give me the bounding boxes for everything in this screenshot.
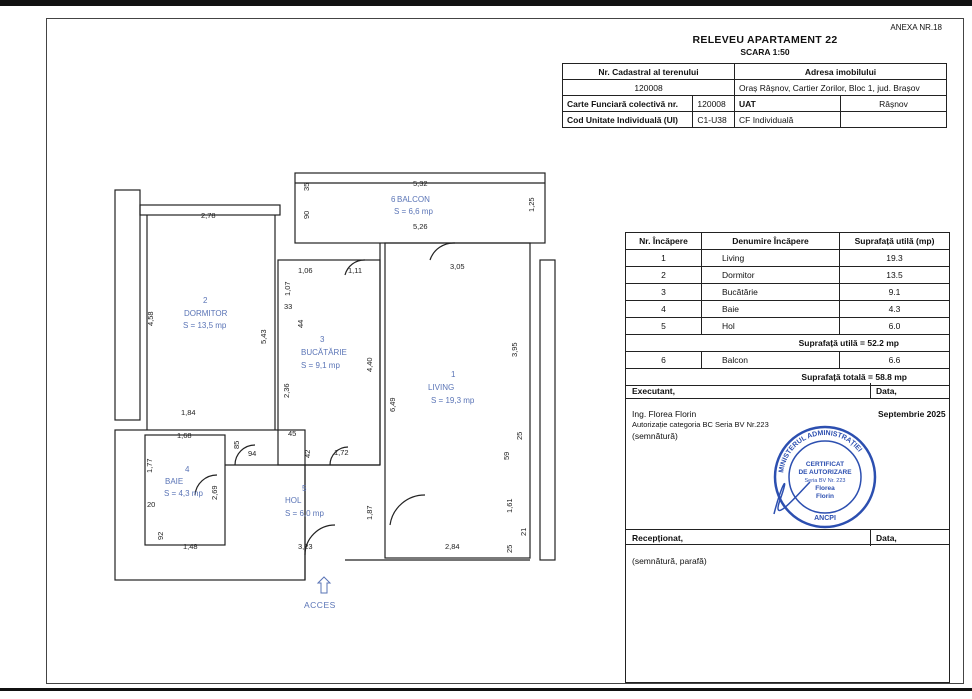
executant-divider	[870, 383, 871, 399]
official-stamp-icon	[770, 422, 880, 532]
dim-label: 5,43	[259, 329, 268, 344]
dim-label: 33	[284, 302, 293, 311]
access-label: ACCES	[304, 600, 336, 610]
document-title: RELEVEU APARTAMENT 22	[692, 34, 838, 46]
ui-value: C1-U38	[693, 112, 735, 128]
rooms-table	[625, 232, 950, 386]
dim-label: 6,49	[388, 397, 397, 412]
room-name: Bucătărie	[702, 284, 840, 301]
room-nr: 3	[626, 284, 702, 301]
room-2-name: DORMITOR	[184, 309, 228, 318]
room-5-area: S = 6,0 mp	[285, 509, 324, 518]
property-info-table	[562, 63, 947, 128]
grand-total: Suprafață totală = 58.8 mp	[626, 369, 950, 386]
useful-area-total: Suprafață utilă = 52.2 mp	[626, 335, 950, 352]
room-area: 13.5	[840, 267, 950, 284]
room-3-name: BUCĂTĂRIE	[301, 348, 347, 357]
room-6-nr: 6	[391, 195, 396, 204]
header-area: Suprafață utilă (mp)	[840, 233, 950, 250]
outer-wall-left	[115, 190, 140, 420]
dim-label: 90	[302, 210, 311, 219]
dim-label: 1,84	[181, 408, 196, 417]
dim-label: 1,25	[527, 197, 536, 212]
dim-label: 4,40	[365, 357, 374, 372]
dim-label: 1,87	[365, 505, 374, 520]
document-scale: SCARA 1:50	[740, 47, 790, 57]
address-value: Oraș Râșnov, Cartier Zorilor, Bloc 1, jud. Brașov	[735, 80, 947, 96]
dim-label: 92	[156, 531, 165, 540]
engineer-name: Ing. Florea Florin	[632, 409, 697, 419]
svg-text:CERTIFICAT: CERTIFICAT	[805, 461, 845, 468]
table-row	[626, 352, 950, 369]
annex-number: ANEXA NR.18	[890, 23, 942, 32]
table-row	[626, 250, 950, 267]
date-label-2: Data,	[876, 533, 897, 543]
date-value: Septembrie 2025	[878, 409, 946, 419]
dim-label: 1,48	[183, 542, 198, 551]
svg-text:MINISTERUL ADMINISTRAȚIEI: MINISTERUL ADMINISTRAȚIEI	[778, 429, 863, 474]
cadastral-header: Nr. Cadastral al terenului	[563, 64, 735, 80]
table-row	[626, 267, 950, 284]
room-nr: 2	[626, 267, 702, 284]
dim-label: 2,84	[445, 542, 460, 551]
cf-value: 120008	[693, 96, 735, 112]
dim-label: 1,07	[283, 281, 292, 296]
room-6-area: S = 6,6 mp	[394, 207, 433, 216]
dim-label: 5,26	[413, 222, 428, 231]
room-nr: 4	[626, 301, 702, 318]
room-2-nr: 2	[203, 296, 208, 305]
dim-label: 25	[505, 544, 514, 553]
room-1-nr: 1	[451, 370, 456, 379]
room-name: Living	[702, 250, 840, 267]
cf-individual: CF Individuală	[735, 112, 841, 128]
room-4-name: BAIE	[165, 477, 184, 486]
authorization: Autorizație categoria BC Seria BV Nr.223	[632, 420, 769, 429]
room-1-area: S = 19,3 mp	[431, 396, 475, 405]
room-1-name: LIVING	[428, 383, 455, 392]
dim-label: 59	[502, 451, 511, 460]
room-6-name: BALCON	[397, 195, 430, 204]
header-nr: Nr. Încăpere	[626, 233, 702, 250]
room-2-area: S = 13,5 mp	[183, 321, 227, 330]
room-4-area: S = 4,3 mp	[164, 489, 203, 498]
empty-cell	[841, 112, 947, 128]
dim-label: 35	[302, 182, 311, 191]
room-5-nr: 5	[302, 484, 307, 493]
svg-text:Seria BV Nr. 223: Seria BV Nr. 223	[804, 478, 846, 484]
ui-label: Cod Unitate Individuală (UI)	[563, 112, 693, 128]
room-name: Balcon	[702, 352, 840, 369]
dim-label: 45	[288, 429, 297, 438]
header-name: Denumire Încăpere	[702, 233, 840, 250]
dim-label: 3,05	[450, 262, 465, 271]
room-name: Dormitor	[702, 267, 840, 284]
dim-label: 3,95	[510, 342, 519, 357]
executant-label: Executant,	[632, 386, 675, 396]
room-nr: 5	[626, 318, 702, 335]
table-row	[626, 318, 950, 335]
address-header: Adresa imobilului	[735, 64, 947, 80]
floor-plan	[100, 165, 560, 595]
room-area: 4.3	[840, 301, 950, 318]
receptionat-label: Recepționat,	[632, 533, 684, 543]
dim-label: 1,61	[505, 498, 514, 513]
receptionat-note: (semnătură, parafă)	[632, 556, 707, 566]
table-row	[626, 284, 950, 301]
uat-value: Râșnov	[841, 96, 947, 112]
dim-label: 1,72	[334, 448, 349, 457]
svg-text:DE AUTORIZARE: DE AUTORIZARE	[798, 469, 852, 476]
room-name: Hol	[702, 318, 840, 335]
dim-label: 1,06	[298, 266, 313, 275]
frame-bottom-border	[0, 688, 972, 691]
dim-label: 2,78	[201, 211, 216, 220]
svg-text:Florea: Florea	[815, 485, 835, 492]
dim-label: 42	[303, 449, 312, 458]
dim-label: 1,11	[348, 266, 363, 275]
uat-label: UAT	[735, 96, 841, 112]
dim-label: 3,23	[298, 542, 313, 551]
room-area: 9.1	[840, 284, 950, 301]
room-4-nr: 4	[185, 465, 190, 474]
svg-text:Florin: Florin	[815, 493, 835, 500]
dim-label: 1,77	[145, 458, 154, 473]
cf-label: Carte Funciară colectivă nr.	[563, 96, 693, 112]
signature-note: (semnătură)	[632, 431, 678, 441]
room-nr: 1	[626, 250, 702, 267]
dim-label: 25	[515, 431, 524, 440]
dim-label: 85	[232, 440, 241, 449]
room-name: Baie	[702, 301, 840, 318]
dim-label: 20	[147, 500, 156, 509]
cadastral-value: 120008	[563, 80, 735, 96]
dim-label: 2,36	[282, 383, 291, 398]
room-area: 19.3	[840, 250, 950, 267]
room-3-nr: 3	[320, 335, 325, 344]
access-arrow-icon	[318, 577, 330, 593]
svg-text:ANCPI: ANCPI	[814, 515, 836, 522]
dim-label: 44	[296, 319, 305, 328]
dim-label: 2,69	[210, 485, 219, 500]
room-area: 6.6	[840, 352, 950, 369]
frame-top-border	[0, 0, 972, 6]
dim-label: 1,68	[177, 431, 192, 440]
table-row	[626, 301, 950, 318]
dim-label: 94	[248, 449, 257, 458]
dim-label: 21	[519, 527, 528, 536]
date-label: Data,	[876, 386, 897, 396]
room-nr: 6	[626, 352, 702, 369]
room-5-name: HOL	[285, 496, 302, 505]
room-3-area: S = 9,1 mp	[301, 361, 340, 370]
dim-label: 5,32	[413, 179, 428, 188]
room-area: 6.0	[840, 318, 950, 335]
dim-label: 4,58	[146, 311, 155, 326]
